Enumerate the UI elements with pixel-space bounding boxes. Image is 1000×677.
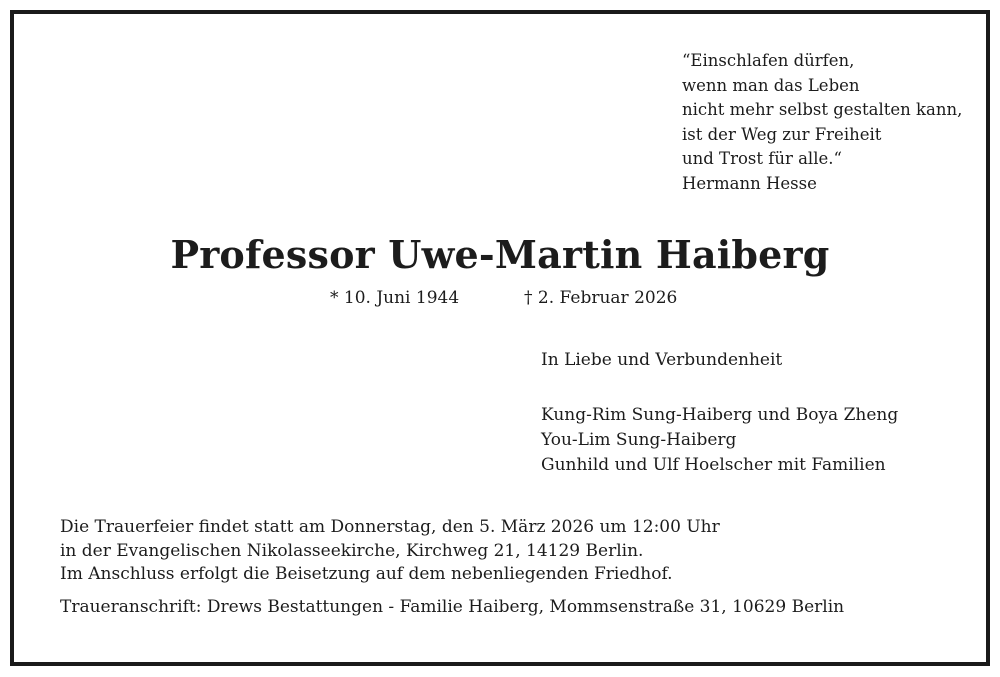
deceased-name: Professor Uwe-Martin Haiberg xyxy=(170,232,830,277)
quote-line: und Trost für alle.“ xyxy=(682,149,842,168)
service-line: Die Trauerfeier findet statt am Donnerstag, den 5. März 2026 um 12:00 Uhr xyxy=(60,517,720,537)
mourner-name: You-Lim Sung-Haiberg xyxy=(541,430,737,450)
mourners-list xyxy=(541,403,898,478)
quote-line: “Einschlafen dürfen, xyxy=(682,51,855,70)
hesse-quote xyxy=(682,49,962,196)
quote-author: Hermann Hesse xyxy=(682,173,817,193)
quote-line: ist der Weg zur Freiheit xyxy=(682,124,882,144)
service-line: Im Anschluss erfolgt die Beisetzung auf dem nebenliegenden Friedhof. xyxy=(60,564,673,584)
mourning-address: Traueranschrift: Drews Bestattungen - Familie Haiberg, Mommsenstraße 31, 10629 Berlin xyxy=(60,597,845,617)
quote-line: wenn man das Leben xyxy=(682,75,860,95)
death-date: † 2. Februar 2026 xyxy=(524,288,678,308)
mourner-name: Gunhild und Ulf Hoelscher mit Familien xyxy=(541,455,886,475)
mourner-name: Kung-Rim Sung-Haiberg und Boya Zheng xyxy=(541,405,899,425)
service-line: in der Evangelischen Nikolasseekirche, Kirchweg 21, 14129 Berlin. xyxy=(60,540,644,561)
quote-line: nicht mehr selbst gestalten kann, xyxy=(682,100,963,119)
mourners-intro: In Liebe und Verbundenheit xyxy=(541,350,783,370)
funeral-service-info xyxy=(60,516,720,587)
birth-date: * 10. Juni 1944 xyxy=(330,288,460,308)
